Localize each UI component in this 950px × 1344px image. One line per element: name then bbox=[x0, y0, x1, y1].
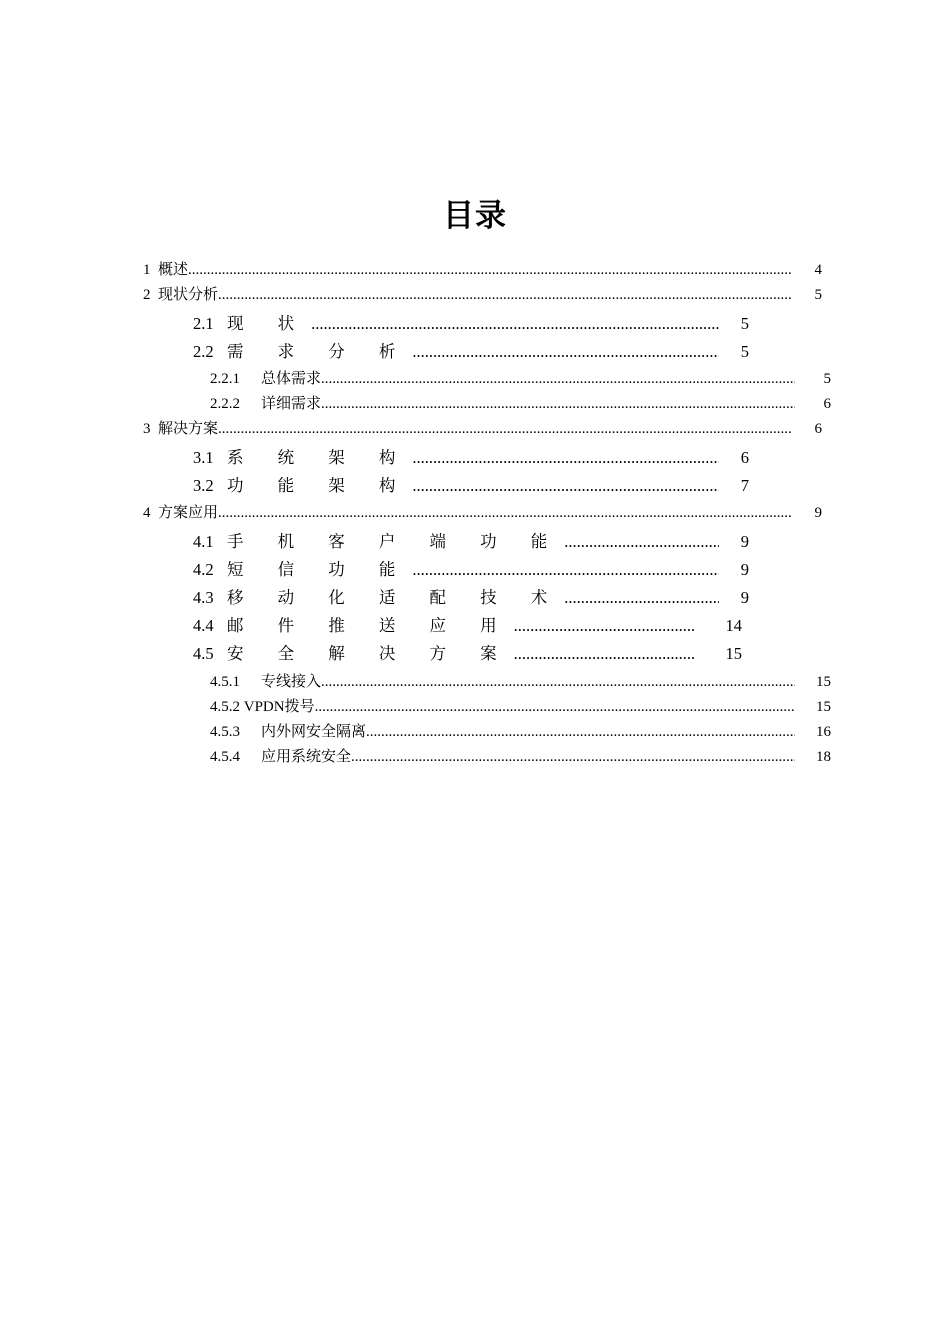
toc-text: 现状分析 bbox=[158, 287, 219, 303]
toc-text: 概述 bbox=[158, 262, 189, 278]
toc-entry-3[interactable] bbox=[143, 417, 822, 439]
toc-page: 9 bbox=[814, 505, 822, 521]
toc-leader bbox=[321, 396, 795, 413]
toc-leader bbox=[218, 287, 792, 304]
toc-page: 15 bbox=[816, 674, 831, 690]
toc-text: 专线接入 bbox=[261, 674, 322, 690]
toc-page: 6 bbox=[814, 421, 822, 437]
toc-number: 2.2.2 bbox=[210, 396, 240, 412]
toc-text: 移 动 化 适 配 技 术 bbox=[227, 588, 563, 607]
toc-page: 15 bbox=[816, 699, 831, 715]
toc-number: 4.5.2 bbox=[210, 699, 240, 715]
toc-number: 3 bbox=[143, 421, 151, 437]
toc-leader bbox=[218, 505, 792, 522]
toc-leader bbox=[321, 674, 795, 691]
toc-page: 9 bbox=[740, 560, 749, 579]
toc-entry-4-2[interactable] bbox=[193, 556, 749, 582]
toc-page: 18 bbox=[816, 749, 831, 765]
toc-number: 4.5.1 bbox=[210, 674, 240, 690]
toc-page: 15 bbox=[725, 644, 742, 663]
toc-leader bbox=[564, 588, 719, 608]
toc-entry-4-5-3[interactable] bbox=[210, 720, 831, 742]
toc-text: 系 统 架 构 bbox=[227, 448, 411, 467]
toc-text: 需 求 分 析 bbox=[227, 342, 411, 361]
toc-leader bbox=[321, 371, 795, 388]
toc-entry-2-2-2[interactable] bbox=[210, 392, 831, 414]
toc-entry-4-5-2[interactable] bbox=[210, 695, 831, 717]
toc-page: 4 bbox=[814, 262, 822, 278]
toc-number: 4.3 bbox=[193, 588, 214, 607]
toc-entry-2-2[interactable] bbox=[193, 338, 749, 364]
toc-leader bbox=[311, 314, 719, 334]
toc-page: 16 bbox=[816, 724, 831, 740]
toc-number: 4.1 bbox=[193, 532, 214, 551]
toc-leader bbox=[412, 476, 719, 496]
toc-entry-4-4[interactable] bbox=[193, 612, 742, 638]
toc-page: 6 bbox=[740, 448, 749, 467]
toc-leader bbox=[412, 448, 719, 468]
toc-number: 4.5 bbox=[193, 644, 214, 663]
toc-text: 安 全 解 决 方 案 bbox=[227, 644, 512, 663]
toc-leader bbox=[315, 699, 795, 716]
toc-text: 方案应用 bbox=[158, 505, 219, 521]
toc-leader bbox=[366, 724, 795, 741]
toc-text: 解决方案 bbox=[158, 421, 219, 437]
toc-number: 2.2.1 bbox=[210, 371, 240, 387]
toc-text: 内外网安全隔离 bbox=[261, 724, 367, 740]
toc-number: 1 bbox=[143, 262, 151, 278]
toc-entry-2-1[interactable] bbox=[193, 310, 749, 336]
toc-number: 4.5.4 bbox=[210, 749, 240, 765]
toc-text: 详细需求 bbox=[261, 396, 322, 412]
toc-entry-3-2[interactable] bbox=[193, 472, 749, 498]
toc-page: 14 bbox=[725, 616, 742, 635]
toc-entry-1[interactable] bbox=[143, 258, 822, 280]
page-title: 目录 bbox=[443, 198, 507, 234]
toc-leader bbox=[514, 644, 696, 664]
toc-entry-4-5-1[interactable] bbox=[210, 670, 831, 692]
toc-number: 4.5.3 bbox=[210, 724, 240, 740]
toc-text: 应用系统安全 bbox=[261, 749, 352, 765]
toc-text: 功 能 架 构 bbox=[227, 476, 411, 495]
toc-entry-2-2-1[interactable] bbox=[210, 367, 831, 389]
toc-page: 5 bbox=[814, 287, 822, 303]
toc-text: 邮 件 推 送 应 用 bbox=[227, 616, 512, 635]
toc-leader bbox=[412, 560, 719, 580]
toc-number: 4.2 bbox=[193, 560, 214, 579]
toc-number: 2 bbox=[143, 287, 151, 303]
toc-entry-2[interactable] bbox=[143, 283, 822, 305]
toc-leader bbox=[514, 616, 696, 636]
toc-page: 5 bbox=[740, 342, 749, 361]
toc-entry-3-1[interactable] bbox=[193, 444, 749, 470]
toc-number: 4.4 bbox=[193, 616, 214, 635]
toc-leader bbox=[412, 342, 719, 362]
toc-leader bbox=[188, 262, 792, 279]
toc-number: 4 bbox=[143, 505, 151, 521]
toc-entry-4-1[interactable] bbox=[193, 528, 749, 554]
toc-entry-4-5[interactable] bbox=[193, 640, 742, 666]
toc-page: 9 bbox=[740, 588, 749, 607]
toc-entry-4-5-4[interactable] bbox=[210, 745, 831, 767]
toc-number: 3.2 bbox=[193, 476, 214, 495]
toc-page: 5 bbox=[823, 371, 831, 387]
toc-leader bbox=[564, 532, 719, 552]
toc-text: 总体需求 bbox=[261, 371, 322, 387]
toc-page: 7 bbox=[740, 476, 749, 495]
toc-text: 短 信 功 能 bbox=[227, 560, 411, 579]
toc-number: 2.2 bbox=[193, 342, 214, 361]
toc-text: VPDN拨号 bbox=[243, 699, 315, 715]
toc-page: 5 bbox=[740, 314, 749, 333]
toc-page: 9 bbox=[740, 532, 749, 551]
toc-number: 2.1 bbox=[193, 314, 214, 333]
toc-leader bbox=[351, 749, 795, 766]
toc-number: 3.1 bbox=[193, 448, 214, 467]
toc-entry-4[interactable] bbox=[143, 501, 822, 523]
toc-text: 现 状 bbox=[227, 314, 310, 333]
toc-leader bbox=[218, 421, 792, 438]
toc-entry-4-3[interactable] bbox=[193, 584, 749, 610]
toc-text: 手 机 客 户 端 功 能 bbox=[227, 532, 563, 551]
toc-page: 6 bbox=[823, 396, 831, 412]
